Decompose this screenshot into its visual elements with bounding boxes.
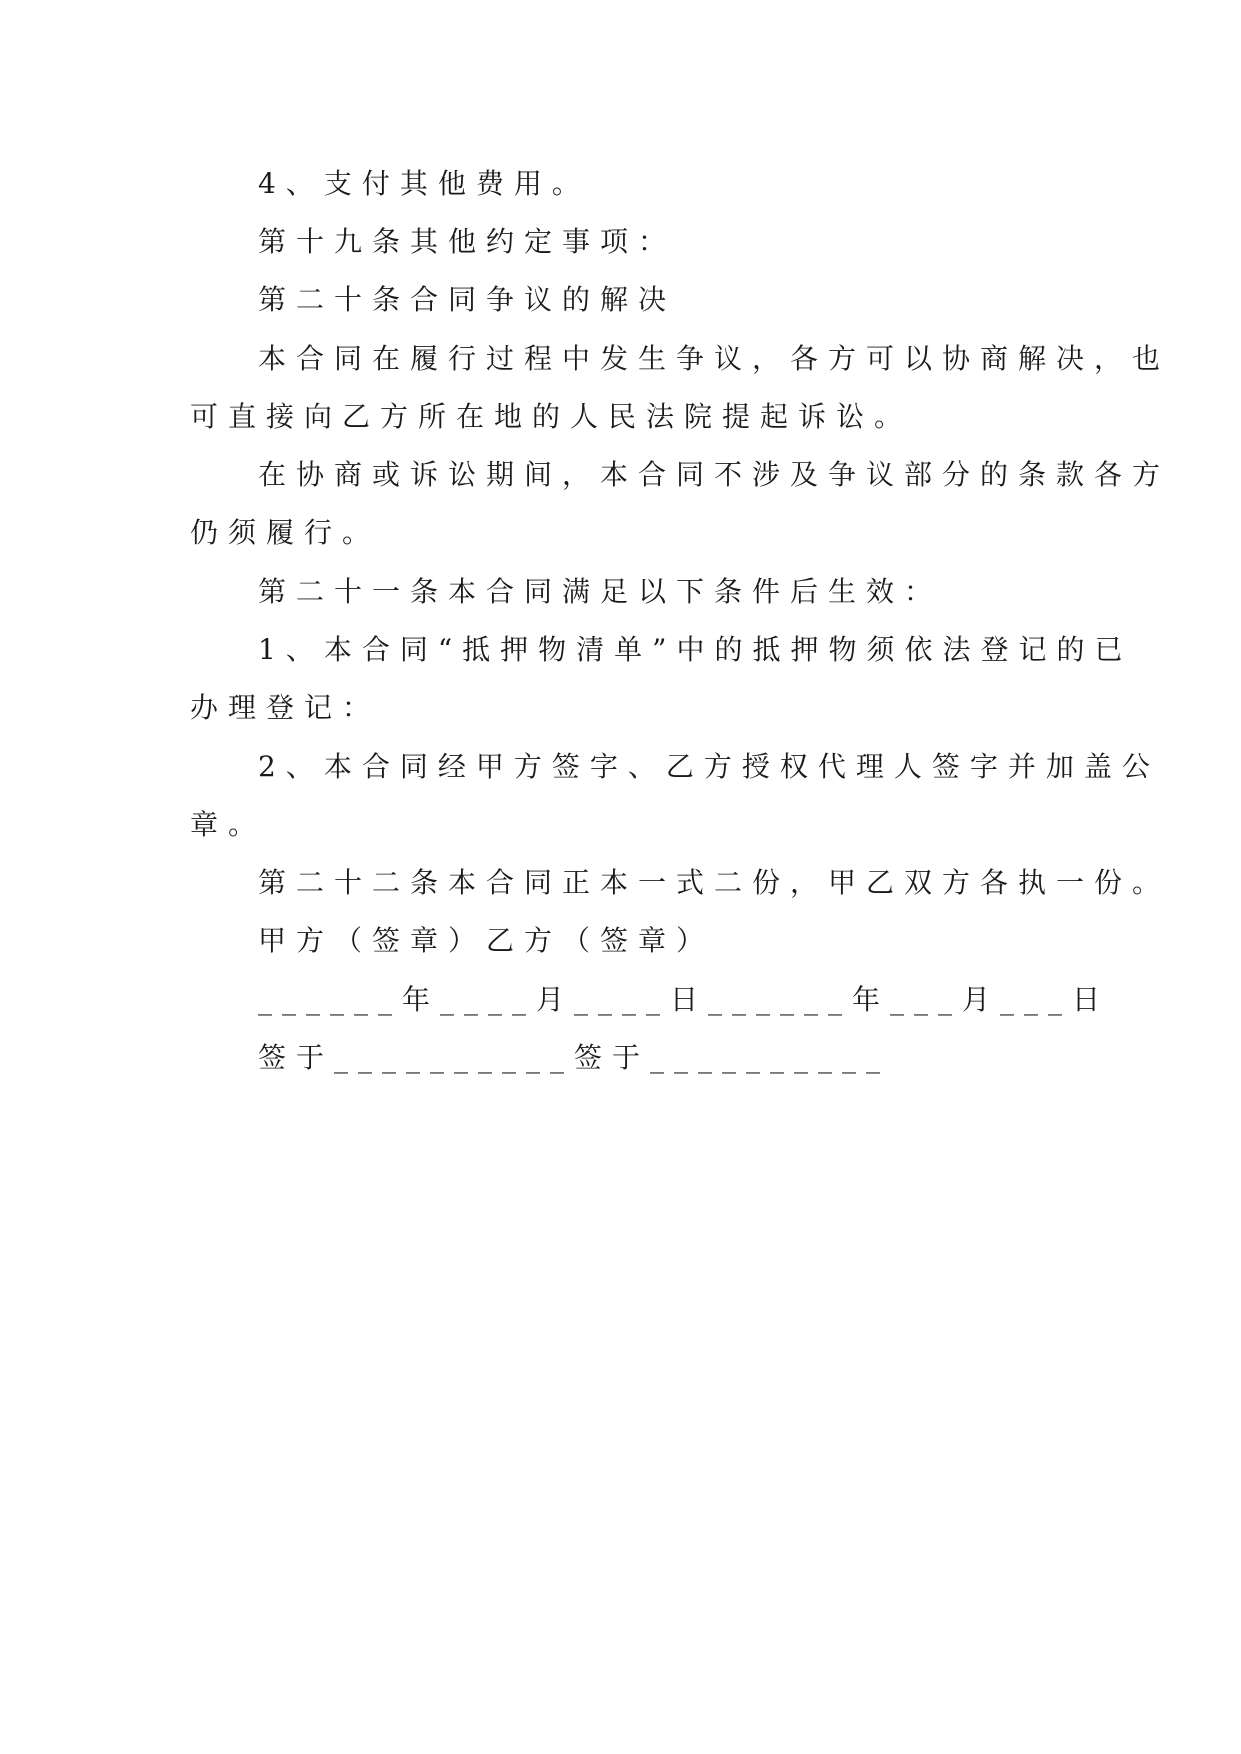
doc-line: 本合同在履行过程中发生争议，各方可以协商解决，也 (258, 342, 1171, 375)
doc-line: 办理登记： (190, 691, 381, 724)
doc-line: 章。 (190, 808, 267, 841)
doc-line: 签于__________签于__________ (258, 1041, 891, 1074)
doc-line: 甲方（签章）乙方（签章） (258, 924, 715, 957)
doc-line: 仍须履行。 (190, 516, 381, 549)
doc-line: 第二十二条本合同正本一式二份，甲乙双方各执一份。 (258, 866, 1171, 899)
doc-line: 第二十一条本合同满足以下条件后生效： (258, 575, 943, 608)
doc-line: 第十九条其他约定事项： (258, 225, 677, 258)
doc-line: 第二十条合同争议的解决 (258, 283, 677, 316)
doc-line: 1、本合同“抵押物清单”中的抵押物须依法登记的已 (258, 633, 1133, 666)
doc-line: 2、本合同经甲方签字、乙方授权代理人签字并加盖公 (258, 750, 1160, 783)
doc-line: ______年____月____日______年___月___日 (258, 983, 1111, 1016)
doc-line: 可直接向乙方所在地的人民法院提起诉讼。 (190, 400, 913, 433)
doc-line: 4、支付其他费用。 (258, 167, 590, 200)
doc-line: 在协商或诉讼期间，本合同不涉及争议部分的条款各方 (258, 458, 1171, 491)
